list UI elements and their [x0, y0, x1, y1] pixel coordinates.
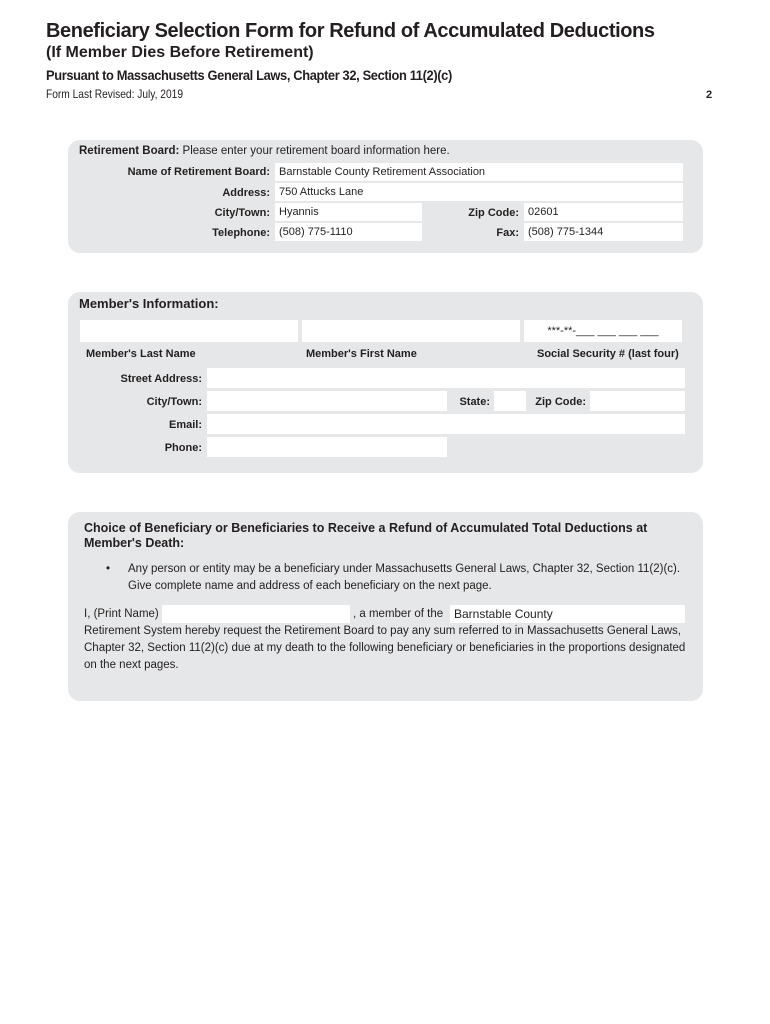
print-name-label: I, (Print Name) [84, 608, 159, 620]
member-ssn-field[interactable]: ***-**-___ ___ ___ ___ [524, 320, 682, 342]
retirement-system-field[interactable]: Barnstable County [450, 605, 685, 623]
beneficiary-panel [68, 512, 703, 701]
member-zip-field[interactable] [590, 391, 685, 411]
board-zip-label: Zip Code: [468, 207, 519, 219]
member-street-field[interactable] [207, 368, 685, 388]
form-title: Beneficiary Selection Form for Refund of Accumulated Deductions [46, 20, 655, 42]
member-last-name-label: Member's Last Name [86, 348, 196, 360]
board-fax-label: Fax: [496, 227, 519, 239]
retirement-board-heading [79, 145, 450, 157]
board-fax-field[interactable]: (508) 775-1344 [524, 223, 683, 241]
beneficiary-heading: Choice of Beneficiary or Beneficiaries to Receive a Refund of Accumulated Total Deductions at Member's Death: [84, 521, 648, 550]
member-email-field[interactable] [207, 414, 685, 434]
member-first-name-label: Member's First Name [306, 348, 417, 360]
retirement-board-panel [68, 140, 703, 253]
statute-reference: Pursuant to Massachusetts General Laws, Chapter 32, Section 11(2)(c) [46, 67, 452, 83]
member-info-panel [68, 292, 703, 473]
board-name-label: Name of Retirement Board: [127, 166, 270, 178]
member-last-name-field[interactable] [80, 320, 298, 342]
member-city-field[interactable] [207, 391, 447, 411]
board-city-label: City/Town: [214, 207, 270, 219]
print-name-field[interactable] [162, 605, 350, 623]
member-zip-label: Zip Code: [535, 396, 586, 408]
board-name-field[interactable]: Barnstable County Retirement Association [275, 163, 683, 181]
beneficiary-bullet-text: Any person or entity may be a beneficiary under Massachusetts General Laws, Chapter 32, Section 11(2)(c). Give complete name and address of each beneficiary on the next page. [128, 563, 681, 592]
member-state-field[interactable] [494, 391, 526, 411]
member-info-heading: Member's Information: [79, 296, 219, 311]
member-state-label: State: [459, 396, 490, 408]
member-first-name-field[interactable] [302, 320, 520, 342]
form-subtitle: (If Member Dies Before Retirement) [46, 44, 314, 61]
board-city-field[interactable]: Hyannis [275, 203, 422, 221]
member-city-label: City/Town: [146, 396, 202, 408]
bullet-icon: • [106, 563, 111, 575]
retirement-board-heading-text: Please enter your retirement board information here. [182, 145, 450, 157]
board-telephone-field[interactable]: (508) 775-1110 [275, 223, 422, 241]
board-address-field[interactable]: 750 Attucks Lane [275, 183, 683, 201]
member-phone-field[interactable] [207, 437, 447, 457]
board-address-label: Address: [222, 187, 270, 199]
member-of-label: , a member of the [353, 608, 444, 620]
member-phone-label: Phone: [164, 442, 202, 454]
beneficiary-statement: Retirement System hereby request the Retirement Board to pay any sum referred to in Massachusetts General Laws, Chapter 32, Section 11(2)(c) due at my death to the following beneficiary or beneficiaries in the proportions designated on the next pages. [84, 625, 686, 671]
retirement-board-heading-bold: Retirement Board: [79, 145, 180, 157]
page-number: 2 [706, 89, 713, 101]
member-ssn-label: Social Security # (last four) [537, 348, 679, 360]
board-telephone-label: Telephone: [212, 227, 270, 239]
board-zip-field[interactable]: 02601 [524, 203, 683, 221]
revision-date: Form Last Revised: July, 2019 [46, 87, 184, 101]
member-email-label: Email: [168, 419, 202, 431]
member-street-label: Street Address: [120, 373, 202, 385]
